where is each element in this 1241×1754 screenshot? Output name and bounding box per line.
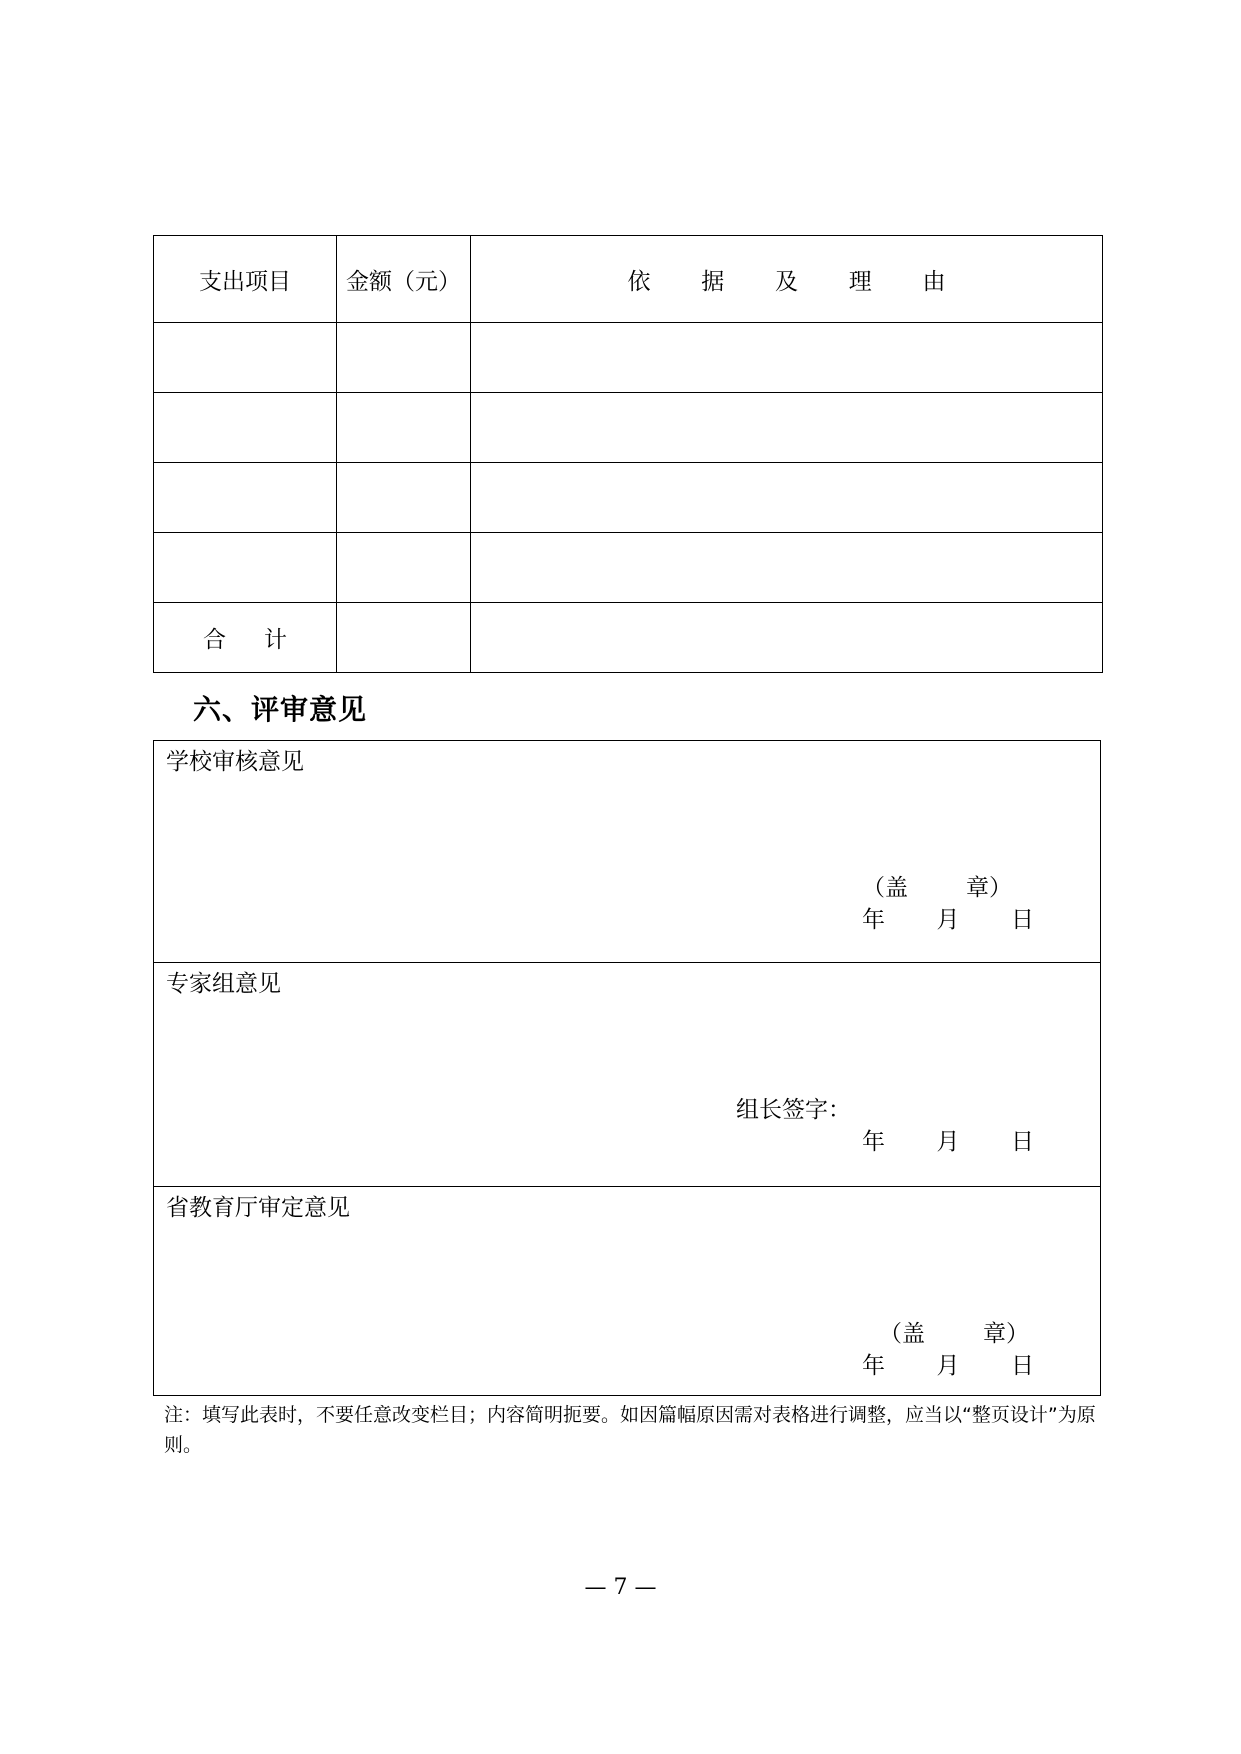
province-date xyxy=(862,1347,1034,1380)
cell-basis[interactable] xyxy=(471,393,1103,463)
header-basis xyxy=(471,236,1103,323)
date-day: 日 xyxy=(1011,1129,1034,1155)
header-basis-char: 据 xyxy=(701,268,725,295)
cell-item[interactable] xyxy=(154,323,337,393)
budget-table xyxy=(153,235,1103,673)
table-row xyxy=(154,323,1103,393)
table-row xyxy=(154,463,1103,533)
signer-label: 组长签字： xyxy=(736,1097,851,1123)
cell-amount[interactable] xyxy=(337,393,471,463)
section-title: 六、评审意见 xyxy=(193,693,368,726)
expert-date xyxy=(862,1123,1034,1156)
cell-item[interactable] xyxy=(154,393,337,463)
review-table xyxy=(153,740,1101,1396)
header-basis-char: 依 xyxy=(627,268,651,295)
cell-amount[interactable] xyxy=(337,463,471,533)
total-basis[interactable] xyxy=(471,603,1103,673)
cell-basis[interactable] xyxy=(471,463,1103,533)
expert-review-block[interactable] xyxy=(154,963,1100,1187)
table-row xyxy=(154,533,1103,603)
province-stamp xyxy=(879,1315,1029,1348)
total-label-char: 计 xyxy=(264,627,287,653)
school-stamp xyxy=(862,869,1012,902)
date-day: 日 xyxy=(1011,907,1034,933)
school-review-block[interactable] xyxy=(154,741,1100,963)
cell-item[interactable] xyxy=(154,463,337,533)
expert-review-label: 专家组意见 xyxy=(166,971,281,997)
cell-amount[interactable] xyxy=(337,533,471,603)
header-amount: 金额（元） xyxy=(337,236,471,323)
cell-item[interactable] xyxy=(154,533,337,603)
footnote: 注：填写此表时，不要任意改变栏目；内容简明扼要。如因篇幅原因需对表格进行调整，应当以“整页设计”为原则。 xyxy=(164,1404,1096,1456)
date-year: 年 xyxy=(862,1129,885,1155)
date-month: 月 xyxy=(936,907,960,933)
total-amount[interactable] xyxy=(337,603,471,673)
cell-amount[interactable] xyxy=(337,323,471,393)
header-basis-char: 理 xyxy=(848,268,872,295)
date-month: 月 xyxy=(936,1129,960,1155)
header-basis-char: 由 xyxy=(922,268,946,295)
stamp-text: 章） xyxy=(966,875,1012,901)
cell-basis[interactable] xyxy=(471,323,1103,393)
date-day: 日 xyxy=(1011,1353,1034,1379)
school-date xyxy=(862,901,1034,934)
total-label-char: 合 xyxy=(203,627,226,653)
page-number: — 7 — xyxy=(584,1575,657,1600)
school-review-label: 学校审核意见 xyxy=(166,749,304,775)
date-year: 年 xyxy=(862,907,885,933)
total-label xyxy=(154,603,337,673)
stamp-text: （盖 xyxy=(862,875,908,901)
total-row xyxy=(154,603,1103,673)
header-item: 支出项目 xyxy=(154,236,337,323)
province-review-label: 省教育厅审定意见 xyxy=(166,1195,350,1221)
cell-basis[interactable] xyxy=(471,533,1103,603)
stamp-text: （盖 xyxy=(879,1321,925,1347)
stamp-text: 章） xyxy=(983,1321,1029,1347)
date-month: 月 xyxy=(936,1353,960,1379)
table-row xyxy=(154,393,1103,463)
date-year: 年 xyxy=(862,1353,885,1379)
budget-table-header xyxy=(154,236,1103,323)
province-review-block[interactable] xyxy=(154,1187,1100,1395)
header-basis-char: 及 xyxy=(775,268,798,295)
